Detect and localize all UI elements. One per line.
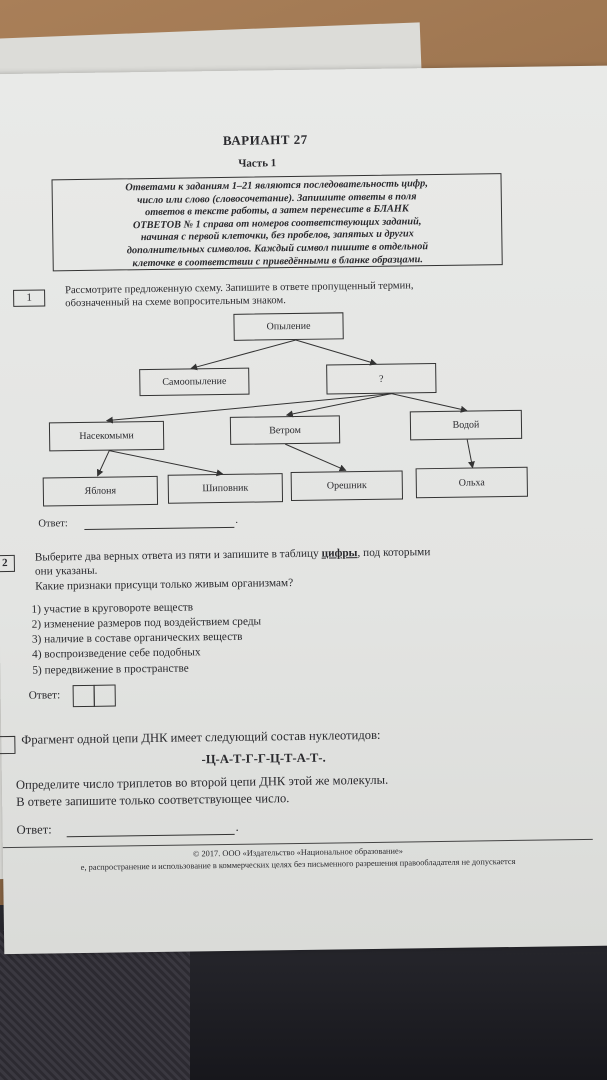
diagram-node-apple: Яблоня: [43, 476, 158, 507]
instruction-line: дополнительных символов. Каждый символ пишите в отдельной: [126, 241, 429, 257]
exam-page: [0, 65, 607, 954]
edge-insects-apple: [97, 451, 109, 476]
task1-text-line1: Рассмотрите предложенную схему. Запишите в ответе пропущенный термин,: [64, 280, 414, 297]
diagram-node-rosehip: Шиповник: [168, 473, 283, 504]
edge-q-wind: [287, 394, 392, 415]
task2-option: 5) передвижение в пространстве: [32, 662, 189, 677]
task3-line3: В ответе запишите только соответствующее число.: [16, 791, 290, 809]
edge-q-water: [392, 393, 467, 412]
task2-answer-cell-1[interactable]: [73, 685, 95, 707]
task3-text: Фрагмент одной цепи ДНК имеет следующий состав нуклеотидов:: [21, 727, 381, 747]
task2-option: 3) наличие в составе органических веществ: [31, 630, 243, 646]
task1-number: 1: [13, 289, 45, 306]
instruction-line: ответов в тексте работы, а затем перенесите в БЛАНК: [144, 203, 409, 219]
diagram-edges: [0, 65, 607, 954]
task2-text-before: Выберите два верных ответа из пяти и запишите в таблицу: [34, 547, 322, 564]
task2-option: 1) участие в круговороте веществ: [31, 601, 194, 616]
task1-text-line2: обозначенный на схеме вопросительным знаком.: [65, 295, 286, 310]
diagram-node-insects: Насекомыми: [49, 421, 164, 452]
diagram-node-self-pollination: Самоопыление: [139, 368, 249, 397]
diagram-node-unknown: ?: [326, 363, 436, 395]
task3-line2: Определите число триплетов во второй цепи ДНК этой же молекулы.: [15, 772, 389, 792]
instruction-line: ОТВЕТОВ № 1 справа от номеров соответствующих заданий,: [132, 215, 422, 232]
diagram-node-alder: Ольха: [416, 467, 528, 499]
task3-number-box: [0, 736, 16, 754]
task1-answer-label: Ответ:: [38, 518, 68, 530]
task2-option: 4) воспроизведение себе подобных: [32, 646, 201, 661]
task3-sequence: -Ц-А-Т-Г-Г-Ц-Т-А-Т-.: [201, 750, 326, 767]
footer-notice: е, распространение и использование в коммерческих целях без письменного разрешения правообладателя не допускается: [80, 856, 516, 873]
edge-water-alder: [467, 440, 472, 468]
instruction-line: клеточке в соответствии с приведёнными в бланке образцами.: [132, 253, 423, 269]
task3-answer-label: Ответ:: [16, 822, 52, 837]
task2-question: Какие признаки присущи только живым организмам?: [35, 577, 294, 593]
diagram-node-water: Водой: [410, 410, 522, 441]
task3-answer-dot: .: [235, 819, 239, 834]
edge-root-self: [191, 340, 296, 368]
diagram-node-hazel: Орешник: [291, 470, 403, 501]
task2-number: 2: [0, 555, 15, 572]
variant-title: ВАРИАНТ 27: [222, 131, 308, 148]
instruction-line: число или слово (словосочетание). Запишите ответы в поля: [137, 190, 417, 206]
instruction-line: начиная с первой клеточки, без пробелов, запятых и других: [140, 228, 414, 244]
edge-wind-hazel: [285, 443, 345, 471]
task2-text-after: , под которыми: [357, 546, 431, 560]
edge-insects-rose: [109, 449, 222, 476]
task2-answer-cell-2[interactable]: [94, 685, 116, 707]
task2-text-line2: они указаны.: [34, 564, 98, 578]
diagram-node-root: Опыление: [233, 312, 343, 341]
task2-option: 2) изменение размеров под воздействием среды: [31, 615, 262, 631]
task2-bold-word: цифры: [321, 547, 358, 560]
instruction-line: Ответами к заданиям 1–21 являются последовательность цифр,: [125, 178, 428, 194]
diagram-node-wind: Ветром: [230, 415, 340, 445]
task1-answer-dot: .: [235, 514, 239, 526]
edge-root-cross: [296, 339, 376, 365]
part-title: Часть 1: [238, 157, 277, 170]
footer-copyright: © 2017. ООО «Издательство «Национальное образование»: [192, 846, 403, 859]
task2-answer-label: Ответ:: [28, 689, 61, 702]
